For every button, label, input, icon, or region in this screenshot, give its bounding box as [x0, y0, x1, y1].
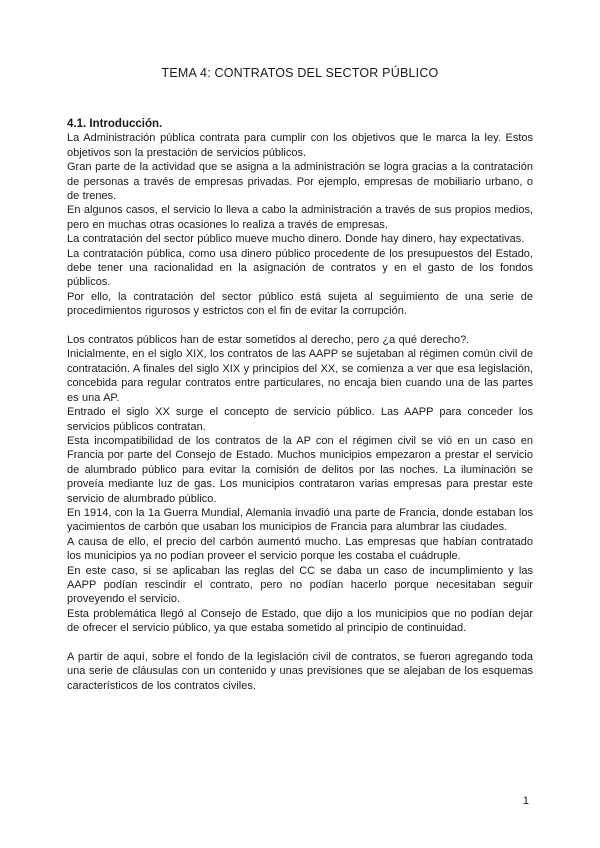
paragraph: Entrado el siglo XX surge el concepto de servicio público. Las AAPP para conceder los servicios públicos contratan. [67, 406, 533, 433]
paragraph: A causa de ello, el precio del carbón aumentó mucho. Las empresas que habían contratado los municipios ya no podían proveer el servicio porque les costaba el cuádruple. [67, 535, 533, 563]
paragraph: Esta problemática llegó al Consejo de Estado, que dijo a los municipios que no podían dejar de ofrecer el servicio público, ya que estaba sometido al principio de continuidad. [67, 607, 533, 635]
paragraph: A partir de aquí, sobre el fondo de la legislación civil de contratos, se fueron agregando toda una serie de cláusulas con un contenido y unas previsiones que se alejaban de los esquemas característicos de los contratos civiles. [67, 651, 533, 692]
paragraph: Esta incompatibilidad de los contratos de la AP con el régimen civil se vió en un caso en Francia por parte del Consejo de Estado. Muchos municipios empezaron a prestar el servicio de alumbrado público para evitar la comisión de delitos por las noches. La iluminación se proveía mediante luz de gas. Los municipios contrataron varias empresas para prestar este servicio de alumbrado público. [67, 434, 533, 505]
document-title: TEMA 4: CONTRATOS DEL SECTOR PÚBLICO [161, 66, 439, 80]
paragraph: La contratación del sector público mueve mucho dinero. Donde hay dinero, hay expectativas. [67, 233, 525, 246]
paragraph: En algunos casos, el servicio lo lleva a cabo la administración a través de sus propios medios, pero en muchas otras ocasiones lo realiza a través de empresas. [67, 204, 533, 231]
paragraph: La contratación pública, como usa dinero público procedente de los presupuestos del Estado, debe tener una racionalidad en la asignación de contratos y en el gasto de los fondos públicos. [67, 247, 533, 289]
paragraph: Gran parte de la actividad que se asigna a la administración se logra gracias a la contratación de personas a través de empresas privadas. Por ejemplo, empresas de mobiliario urbano, o de trenes. [67, 161, 533, 203]
document-body [67, 131, 533, 693]
paragraph: La Administración pública contrata para cumplir con los objetivos que le marca la ley. Estos objetivos son la prestación de servicios públicos. [67, 132, 533, 159]
page-number: 1 [522, 795, 529, 807]
paragraph: En 1914, con la 1a Guerra Mundial, Alemania invadió una parte de Francia, donde estaban los yacimientos de carbón que usaban los municipios de Francia para alumbrar las ciudades. [67, 506, 533, 534]
paragraph: Inicialmente, en el siglo XIX, los contratos de las AAPP se sujetaban al régimen común civil de contratación. A finales del siglo XIX y principios del XX, se comienza a ver que esa legislación, concebida para regular contratos entre particulares, no encaja bien cuando una de las partes es una AP. [67, 348, 533, 404]
section-heading: 4.1. Introducción. [67, 118, 163, 130]
paragraph: En este caso, si se aplicaban las reglas del CC se daba un caso de incumplimiento y las AAPP podían rescindir el contrato, pero no podían hacerlo porque necesitaban seguir proveyendo el servicio. [67, 564, 533, 606]
paragraph: Por ello, la contratación del sector público está sujeta al seguimiento de una serie de procedimientos rigurosos y estrictos con el fin de evitar la corrupción. [67, 290, 533, 318]
paragraph: Los contratos públicos han de estar sometidos al derecho, pero ¿a qué derecho?. [67, 334, 470, 347]
